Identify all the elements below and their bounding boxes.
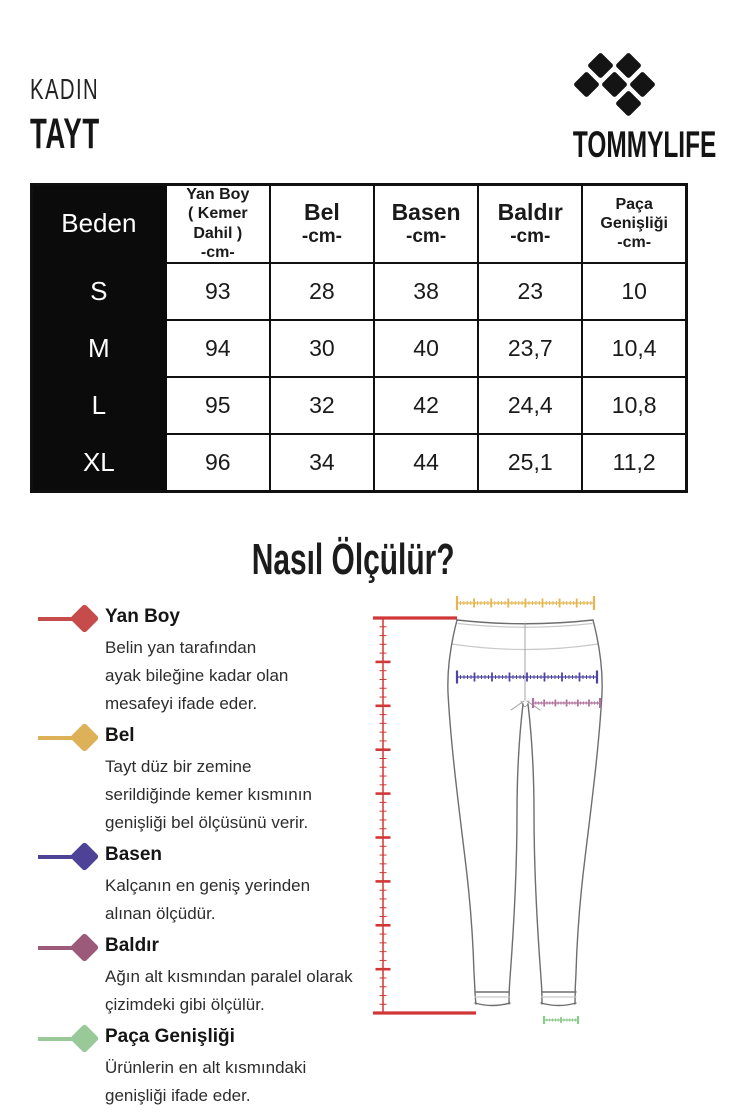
legend-desc-line: ayak bileğine kadar olan bbox=[105, 666, 289, 685]
legend-item bbox=[38, 1024, 373, 1110]
size-row bbox=[32, 263, 687, 320]
column-header-cell: Basen -cm- bbox=[374, 185, 478, 263]
brand-logo bbox=[536, 54, 717, 165]
legend-desc-line: serildiğinde kemer kısmının bbox=[105, 785, 312, 804]
value-cell: 10,4 bbox=[582, 320, 686, 377]
legend-item-name: Bel bbox=[105, 725, 135, 746]
diamond-grid-icon bbox=[563, 54, 667, 120]
value-cell: 23 bbox=[478, 263, 582, 320]
size-table bbox=[30, 183, 688, 493]
paca-genisligi-ruler bbox=[544, 1016, 578, 1024]
value-cell: 95 bbox=[166, 377, 270, 434]
legend-item bbox=[38, 842, 373, 928]
legend-desc-line: Ağın alt kısmından paralel olarak bbox=[105, 967, 353, 986]
legend-item bbox=[38, 933, 373, 1019]
value-cell: 10,8 bbox=[582, 377, 686, 434]
value-cell: 23,7 bbox=[478, 320, 582, 377]
column-header-cell: Paça Genişliği -cm- bbox=[582, 185, 686, 263]
legend-desc-line: mesafeyi ifade eder. bbox=[105, 694, 258, 713]
size-row bbox=[32, 320, 687, 377]
legend-item-name: Baldır bbox=[105, 935, 159, 956]
value-cell: 40 bbox=[374, 320, 478, 377]
legend-item-name: Yan Boy bbox=[105, 606, 180, 627]
table-header-row bbox=[32, 185, 687, 263]
product-label: TAYT bbox=[30, 110, 100, 158]
value-cell: 44 bbox=[374, 434, 478, 492]
yan-boy-ruler bbox=[376, 618, 391, 1013]
value-cell: 30 bbox=[270, 320, 374, 377]
legend-desc-line: Tayt düz bir zemine bbox=[105, 757, 252, 776]
measurement-legend bbox=[38, 604, 373, 1115]
legend-desc-line: çizimdeki gibi ölçülür. bbox=[105, 995, 265, 1014]
size-row bbox=[32, 377, 687, 434]
value-cell: 32 bbox=[270, 377, 374, 434]
column-header-cell: Baldır -cm- bbox=[478, 185, 582, 263]
legend-desc-line: genişliği ifade eder. bbox=[105, 1086, 251, 1105]
size-cell: M bbox=[32, 320, 166, 377]
legend-desc-line: genişliği bel ölçüsünü verir. bbox=[105, 813, 309, 832]
size-cell: L bbox=[32, 377, 166, 434]
column-header-cell: Yan Boy ( Kemer Dahil ) -cm- bbox=[166, 185, 270, 263]
value-cell: 25,1 bbox=[478, 434, 582, 492]
legend-item-name: Paça Genişliği bbox=[105, 1026, 235, 1047]
value-cell: 28 bbox=[270, 263, 374, 320]
value-cell: 93 bbox=[166, 263, 270, 320]
bel-ruler bbox=[457, 596, 594, 610]
legend-item bbox=[38, 604, 373, 718]
legend-desc-line: Kalçanın en geniş yerinden bbox=[105, 876, 311, 895]
value-cell: 38 bbox=[374, 263, 478, 320]
size-cell: S bbox=[32, 263, 166, 320]
howto-title: Nasıl Ölçülür? bbox=[251, 535, 455, 584]
legend-desc-line: alınan ölçüdür. bbox=[105, 904, 216, 923]
leggings-diagram bbox=[370, 588, 715, 1066]
value-cell: 42 bbox=[374, 377, 478, 434]
legend-desc-line: Ürünlerin en alt kısmındaki bbox=[105, 1058, 307, 1077]
legend-desc-line: Belin yan tarafından bbox=[105, 638, 257, 657]
value-cell: 96 bbox=[166, 434, 270, 492]
product-heading bbox=[30, 76, 139, 156]
brand-name: TOMMYLIFE bbox=[572, 124, 717, 165]
legend-item bbox=[38, 723, 373, 837]
size-row bbox=[32, 434, 687, 492]
value-cell: 94 bbox=[166, 320, 270, 377]
value-cell: 11,2 bbox=[582, 434, 686, 492]
category-label: KADIN bbox=[30, 74, 100, 106]
basen-ruler bbox=[457, 671, 597, 684]
baldir-ruler bbox=[533, 698, 600, 708]
value-cell: 10 bbox=[582, 263, 686, 320]
column-header-cell: Bel -cm- bbox=[270, 185, 374, 263]
value-cell: 24,4 bbox=[478, 377, 582, 434]
legend-item-name: Basen bbox=[105, 844, 163, 865]
corner-header-cell: Beden bbox=[32, 185, 166, 263]
size-cell: XL bbox=[32, 434, 166, 492]
value-cell: 34 bbox=[270, 434, 374, 492]
